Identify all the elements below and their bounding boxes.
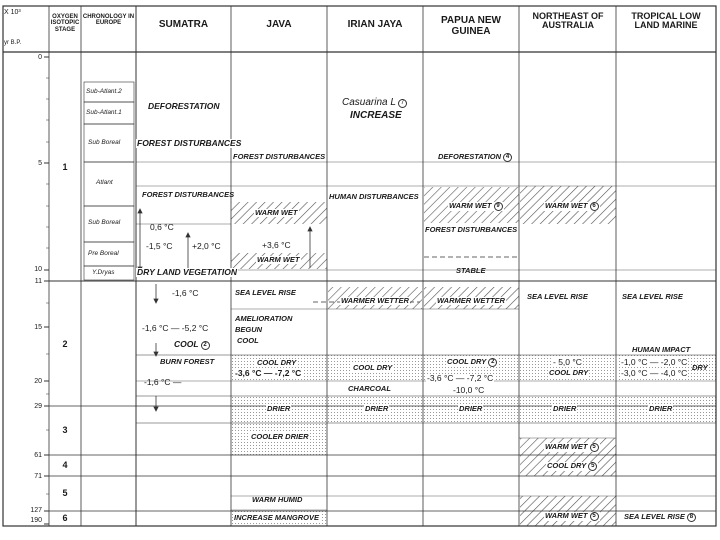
- region-header-papua: PAPUA NEW GUINEA: [441, 15, 501, 37]
- tick-label: 0: [38, 54, 42, 61]
- tick-label: 20: [34, 378, 42, 385]
- papua-cool-dry: [446, 358, 498, 367]
- java-cool: COOL: [237, 336, 259, 345]
- stage-label: 3: [62, 425, 68, 435]
- oxygen-stage-header: OXYGEN ISOTOPIC STAGE: [50, 14, 80, 33]
- region-header-sumatra: SUMATRA: [158, 19, 209, 30]
- sumatra-dry-land-vegetation: DRY LAND VEGETATION: [137, 267, 237, 277]
- chronology-label: Atlant: [96, 179, 113, 186]
- irian-increase: INCREASE: [350, 110, 402, 121]
- marine-temp-2: -3,0 °C — -4,0 °C: [621, 368, 688, 378]
- neaus-cool-dry-2: [546, 462, 598, 471]
- papua-warm-wet: [448, 202, 504, 211]
- java-forest-disturbances: FOREST DISTURBANCES: [233, 152, 326, 161]
- irian-casuarina-label: Casuarina L: [342, 97, 396, 108]
- java-begun: BEGUN: [235, 325, 263, 334]
- sumatra-temp-3: +2,0 °C: [192, 241, 221, 251]
- region-header-java: JAVA: [266, 19, 292, 30]
- sumatra-forest-disturbances-2: FOREST DISTURBANCES: [142, 190, 235, 199]
- neaus-cool-dry: COOL DRY: [549, 368, 589, 377]
- papua-deforestation-label: DEFORESTATION: [438, 152, 502, 161]
- sumatra-burn-forest: BURN FOREST: [160, 357, 215, 366]
- region-header-marine: TROPICAL LOW LAND MARINE: [631, 11, 701, 31]
- java-warm-humid: WARM HUMID: [252, 495, 303, 504]
- sumatra-cool: [174, 340, 210, 350]
- ref-marker: 5: [590, 512, 599, 521]
- tick-label: 5: [38, 160, 42, 167]
- tick-label: 127: [30, 507, 42, 514]
- java-cooler-drier: COOLER DRIER: [251, 432, 309, 441]
- irian-cool-dry: COOL DRY: [353, 363, 393, 372]
- sumatra-cool-label: COOL: [174, 339, 199, 349]
- ref-marker: 5: [588, 462, 597, 471]
- stage-label: 1: [62, 162, 68, 172]
- sumatra-forest-disturbances-1: FOREST DISTURBANCES: [137, 138, 242, 148]
- irian-casuarina: [342, 98, 407, 108]
- marine-sea-level-rise-2: [624, 513, 696, 522]
- neaus-drier: DRIER: [553, 404, 577, 413]
- java-temp-1: +3,6 °C: [262, 240, 291, 250]
- java-warm-wet-1: WARM WET: [255, 208, 298, 217]
- ref-marker: 5: [590, 443, 599, 452]
- neaus-cool-dry-2-label: COOL DRY: [547, 461, 587, 470]
- neaus-warm-wet-3-label: WARM WET: [545, 511, 588, 520]
- java-drier: DRIER: [267, 404, 291, 413]
- chronology-header: CHRONOLOGY IN EUROPE: [82, 14, 135, 27]
- java-amelioration: AMELIORATION: [235, 314, 293, 323]
- neaus-sea-level-rise: SEA LEVEL RISE: [527, 292, 588, 301]
- sumatra-temp-2: -1,5 °C: [146, 241, 173, 251]
- sumatra-temp-range: -1,6 °C — -5,2 °C: [142, 323, 209, 333]
- chronology-label: Sub-Atlant.2: [86, 88, 122, 95]
- java-warm-wet-2: WARM WET: [257, 255, 300, 264]
- stage-label: 5: [62, 488, 68, 498]
- chronology-label: Sub-Atlant.1: [86, 109, 122, 116]
- papua-temp-2: -10,0 °C: [453, 385, 485, 395]
- marine-dry: DRY: [692, 363, 708, 372]
- papua-warm-wet-label: WARM WET: [449, 201, 492, 210]
- ref-marker: 7: [398, 99, 407, 108]
- neaus-warm-wet-1: [544, 202, 600, 211]
- tick-label: 190: [30, 517, 42, 524]
- java-increase-mangrove: INCREASE MANGROVE: [234, 513, 320, 522]
- neaus-warm-wet-2: [544, 443, 600, 452]
- sumatra-temp-1: 0,6 °C: [150, 222, 174, 232]
- tick-label: 15: [34, 324, 42, 331]
- sumatra-temp-4: -1,6 °C: [172, 288, 199, 298]
- irian-drier: DRIER: [365, 404, 389, 413]
- java-sea-level-rise: SEA LEVEL RISE: [235, 288, 296, 297]
- stage-label: 4: [62, 460, 68, 470]
- marine-sea-level-rise: SEA LEVEL RISE: [622, 292, 683, 301]
- papua-deforestation: [438, 153, 512, 162]
- axis-unit-label: X 10³: [4, 9, 21, 16]
- papua-warmer-wetter: WARMER WETTER: [437, 296, 505, 305]
- neaus-warm-wet-3: [544, 512, 600, 521]
- chronology-label: Pre Boreal: [88, 250, 119, 257]
- irian-human-disturbances: HUMAN DISTURBANCES: [329, 192, 419, 201]
- region-header-irian-jaya: IRIAN JAYA: [347, 19, 403, 30]
- java-cool-dry: COOL DRY: [257, 358, 297, 367]
- tick-label: 11: [34, 278, 42, 285]
- stage-label: 6: [62, 513, 68, 523]
- tick-label: 61: [34, 452, 42, 459]
- tick-label: 71: [34, 473, 42, 480]
- region-header-ne-australia: NORTHEAST OF AUSTRALIA: [532, 11, 604, 31]
- sumatra-deforestation: DEFORESTATION: [148, 101, 220, 111]
- ref-marker: 4: [503, 153, 512, 162]
- ref-marker: 8: [687, 513, 696, 522]
- chronology-label: Sub Boreal: [88, 219, 121, 226]
- papua-temp-range: -3,6 °C — -7,2 °C: [427, 373, 494, 383]
- axis-unit-label-2: yr B.P.: [4, 40, 22, 46]
- java-temp-range: -3,6 °C — -7,2 °C: [235, 368, 302, 378]
- tick-label: 29: [34, 403, 42, 410]
- marine-drier: DRIER: [649, 404, 673, 413]
- ref-marker: 6: [590, 202, 599, 211]
- chronology-label: Y.Dryas: [92, 269, 115, 276]
- ref-marker: 2: [201, 341, 210, 350]
- marine-human-impact: HUMAN IMPACT: [632, 345, 691, 354]
- papua-cool-dry-label: COOL DRY: [447, 357, 487, 366]
- papua-forest-disturbances: FOREST DISTURBANCES: [425, 225, 518, 234]
- ref-marker: 2: [488, 358, 497, 367]
- sumatra-temp-5: -1,6 °C —: [144, 377, 182, 387]
- papua-stable: STABLE: [456, 266, 486, 275]
- neaus-warm-wet-2-label: WARM WET: [545, 442, 588, 451]
- irian-charcoal: CHARCOAL: [348, 384, 391, 393]
- tick-label: 10: [34, 266, 42, 273]
- stage-label: 2: [62, 339, 68, 349]
- irian-warmer-wetter: WARMER WETTER: [341, 296, 409, 305]
- marine-sea-level-rise-2-label: SEA LEVEL RISE: [624, 512, 685, 521]
- marine-temp-1: -1,0 °C — -2,0 °C: [621, 357, 688, 367]
- chronology-label: Sub Boreal: [88, 139, 121, 146]
- neaus-temp: - 5,0 °C: [553, 357, 582, 367]
- ref-marker: 9: [494, 202, 503, 211]
- neaus-warm-wet-1-label: WARM WET: [545, 201, 588, 210]
- papua-drier: DRIER: [459, 404, 483, 413]
